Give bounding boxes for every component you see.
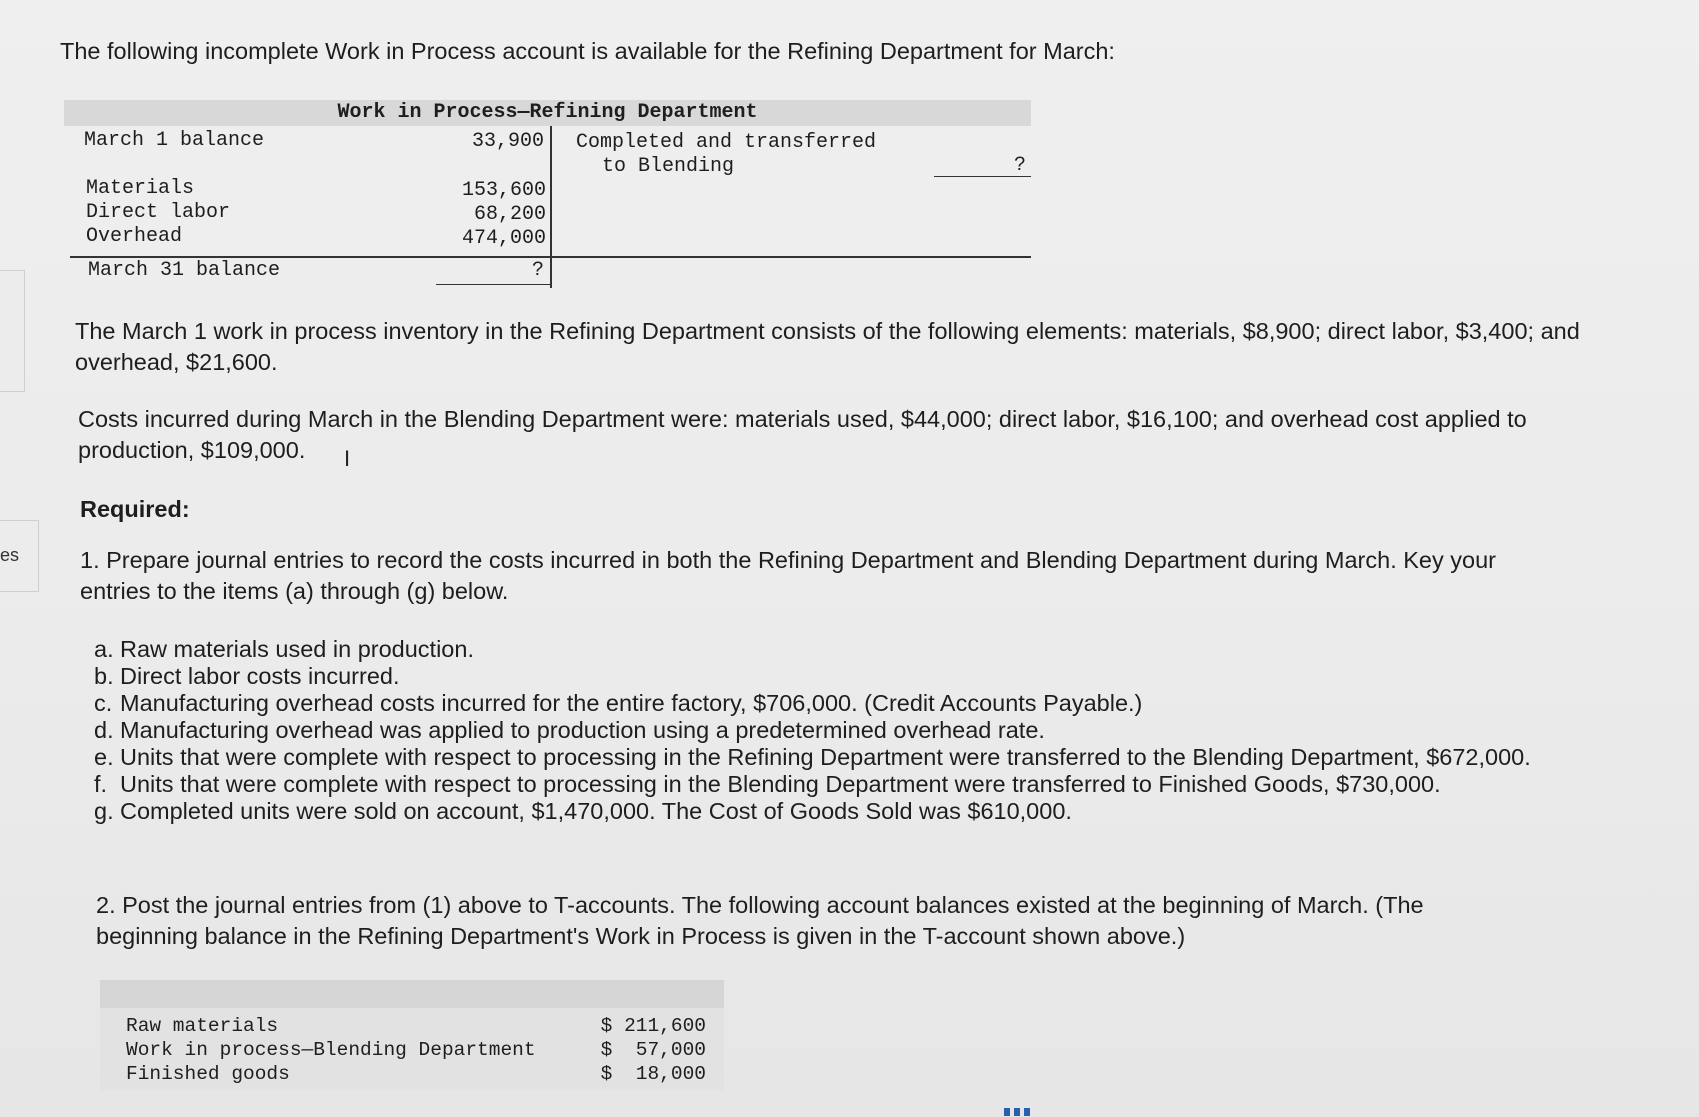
t-account-title: Work in Process—Refining Department (64, 100, 1031, 126)
balance-value: $ 57,000 (600, 1039, 706, 1061)
item-text: Units that were complete with respect to processing in the Blending Department were transferred to Finished Goods, $730,000. (120, 771, 1441, 797)
table-row (126, 1014, 716, 1038)
required-heading: Required: (80, 496, 190, 522)
t-ending-label: March 31 balance (88, 259, 281, 282)
edge-text: es (0, 545, 20, 565)
t-left-value: 153,600 (461, 179, 546, 202)
list-item (94, 636, 1574, 663)
t-account-divider (550, 126, 552, 288)
item-text: Completed units were sold on account, $1,470,000. The Cost of Goods Sold was $610,000. (120, 798, 1072, 824)
item-text: Manufacturing overhead costs incurred for the entire factory, $706,000. (Credit Accounts Payable.) (120, 690, 1143, 716)
t-right-value: ? (1013, 154, 1026, 177)
more-indicator-icon (1004, 1108, 1032, 1116)
list-item (94, 663, 1574, 690)
balance-label: Raw materials (126, 1015, 279, 1037)
list-item (94, 798, 1574, 825)
item-letter: c. (94, 690, 113, 716)
item-text: Manufacturing overhead was applied to production using a predetermined overhead rate. (120, 717, 1045, 743)
requirement-1-text: 1. Prepare journal entries to record the costs incurred in both the Refining Department and Blending Department during March. Key your entries to the items (a) through (g) below. (80, 547, 1496, 604)
t-left-value: 474,000 (461, 227, 546, 250)
t-left-label: March 1 balance (84, 129, 265, 152)
item-text: Raw materials used in production. (120, 636, 474, 662)
item-letter: d. (94, 717, 114, 743)
item-text: Direct labor costs incurred. (120, 663, 400, 689)
item-letter: a. (94, 636, 114, 662)
table-row (126, 1062, 716, 1086)
item-text: Units that were complete with respect to processing in the Refining Department were transferred to the Blending Department, $672,000. (120, 744, 1531, 770)
wip-elements-paragraph: The March 1 work in process inventory in the Refining Department consists of the following elements: materials, $8,900; direct labor, $3,400; and overhead, $21,600. (75, 318, 1580, 375)
balance-value: $ 211,600 (600, 1015, 706, 1037)
t-left-label: Overhead (86, 225, 183, 248)
t-right-label-line2: to Blending (602, 155, 735, 178)
t-right-underline (934, 176, 1031, 177)
beginning-balances-table (100, 980, 724, 1090)
list-item (94, 744, 1574, 771)
t-left-label: Direct labor (86, 201, 231, 224)
text-cursor-icon: I (344, 446, 351, 471)
list-item (94, 717, 1574, 744)
item-letter: b. (94, 663, 114, 689)
t-ending-underline (436, 284, 550, 285)
list-item (94, 771, 1574, 798)
item-letter: e. (94, 744, 114, 770)
requirement-2: 2. Post the journal entries from (1) above to T-accounts. The following account balances existed at the beginning of March. (The beginning balance in the Refining Department's Work in Process is given in the T-account shown above.) (96, 892, 1424, 949)
left-panel-edge (0, 270, 25, 392)
blending-costs-paragraph: Costs incurred during March in the Blending Department were: materials used, $44,000; direct labor, $16,100; and overhead cost applied to production, $109,000. (78, 406, 1527, 463)
t-left-value: 33,900 (471, 130, 544, 153)
t-right-label-line1: Completed and transferred (576, 131, 877, 154)
t-ending-value: ? (531, 259, 544, 282)
balances-table-header (100, 980, 724, 1008)
requirement-1 (80, 514, 1570, 607)
list-item (94, 690, 1574, 717)
item-letter: g. (94, 798, 114, 824)
balance-value: $ 18,000 (600, 1063, 706, 1085)
balance-label: Finished goods (126, 1063, 290, 1085)
journal-items-list (94, 636, 1574, 825)
t-left-value: 68,200 (473, 203, 546, 226)
intro-text: The following incomplete Work in Process account is available for the Refining Department for March: (60, 38, 1115, 64)
item-letter: f. (94, 771, 108, 797)
table-row (126, 1038, 716, 1062)
t-left-label: Materials (86, 177, 195, 200)
work-in-process-t-account (64, 100, 1031, 288)
balance-label: Work in process—Blending Department (126, 1039, 536, 1061)
